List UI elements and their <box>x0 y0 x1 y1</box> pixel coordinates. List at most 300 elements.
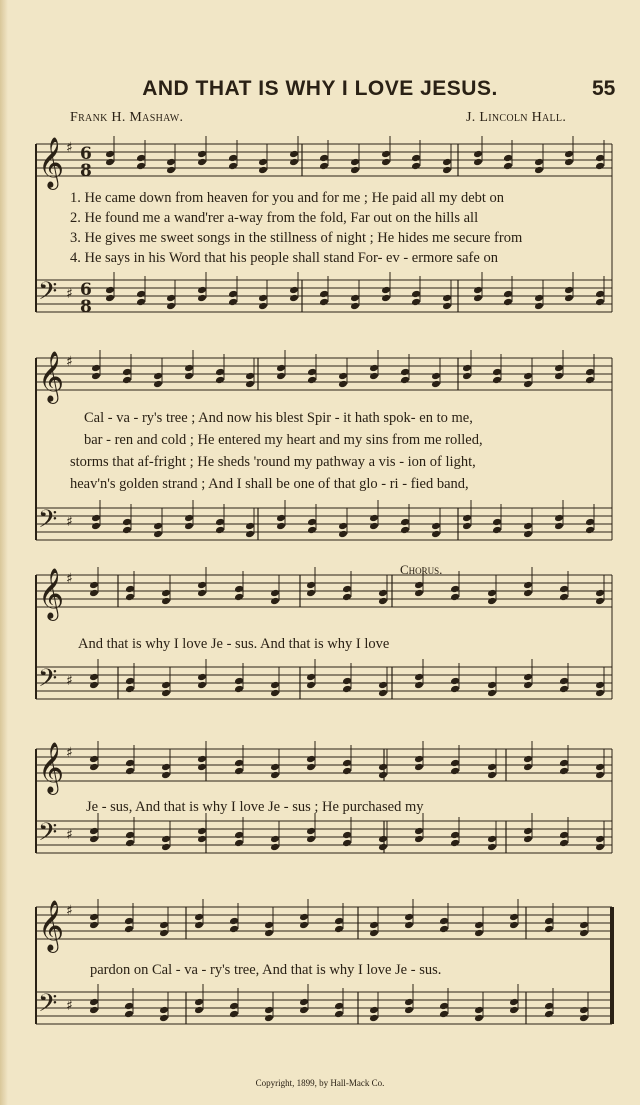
note-head <box>579 921 589 930</box>
note-head <box>184 372 194 381</box>
note-head <box>487 597 497 606</box>
note-head <box>245 530 255 539</box>
note-head <box>245 372 255 381</box>
note-head <box>161 763 171 772</box>
note-head <box>264 929 274 938</box>
note-head <box>105 294 115 303</box>
note-head <box>276 372 286 381</box>
verse-1-line-2: Cal - va - ry's tree ; And now his blest Spir - it hath spok- en to me, <box>84 410 473 426</box>
time-signature-bottom: 8 <box>80 297 92 317</box>
note-head <box>595 835 605 844</box>
note-head <box>122 376 132 385</box>
note-head <box>579 1014 589 1023</box>
note-head <box>369 514 379 523</box>
time-signature-top: 6 <box>80 144 92 164</box>
note-head <box>523 835 533 844</box>
note-head <box>534 166 544 175</box>
note-head <box>319 162 329 171</box>
note-head <box>595 681 605 690</box>
note-head <box>197 150 207 159</box>
note-head <box>306 673 316 682</box>
note-head <box>450 767 460 776</box>
note-head <box>559 685 569 694</box>
note-head <box>378 689 388 698</box>
music-system-2 <box>0 350 640 550</box>
note-head <box>306 681 316 690</box>
note-head <box>245 522 255 531</box>
note-head <box>487 835 497 844</box>
note-head <box>89 921 99 930</box>
note-head <box>534 294 544 303</box>
note-head <box>595 843 605 852</box>
note-head <box>442 158 452 167</box>
note-head <box>544 1002 554 1011</box>
note-head <box>153 530 163 539</box>
note-head <box>270 689 280 698</box>
note-head <box>276 364 286 373</box>
note-head <box>450 839 460 848</box>
note-head <box>270 681 280 690</box>
key-signature-sharp: ♯ <box>66 673 73 689</box>
note-head <box>184 514 194 523</box>
note-head <box>161 835 171 844</box>
note-head <box>523 530 533 539</box>
note-head <box>342 677 352 686</box>
note-head <box>136 162 146 171</box>
note-head <box>234 831 244 840</box>
note-head <box>473 158 483 167</box>
note-head <box>559 767 569 776</box>
note-head <box>124 917 134 926</box>
verse-2-line-1: 2. He found me a wand'rer a-way from the fold, Far out on the hills all <box>70 210 479 226</box>
note-head <box>197 158 207 167</box>
note-head <box>509 1006 519 1015</box>
note-head <box>342 839 352 848</box>
note-head <box>194 913 204 922</box>
note-head <box>319 298 329 307</box>
note-head <box>544 925 554 934</box>
bass-clef: 𝄢 <box>38 277 58 312</box>
note-head <box>585 518 595 527</box>
key-signature-sharp: ♯ <box>66 745 73 761</box>
chorus-line-3: pardon on Cal - va - ry's tree, And that is why I love Je - sus. <box>90 962 442 978</box>
note-head <box>258 166 268 175</box>
note-head <box>245 380 255 389</box>
note-head <box>381 294 391 303</box>
note-head <box>400 376 410 385</box>
note-head <box>585 526 595 535</box>
lyricist-credit: Frank H. Mashaw. <box>70 110 184 125</box>
note-head <box>400 368 410 377</box>
note-head <box>474 929 484 938</box>
note-head <box>487 681 497 690</box>
note-head <box>523 673 533 682</box>
note-head <box>125 585 135 594</box>
note-head <box>554 522 564 531</box>
note-head <box>258 294 268 303</box>
note-head <box>91 514 101 523</box>
note-head <box>258 158 268 167</box>
note-head <box>378 843 388 852</box>
note-head <box>450 677 460 686</box>
note-head <box>289 286 299 295</box>
note-head <box>306 835 316 844</box>
note-head <box>369 364 379 373</box>
note-head <box>559 593 569 602</box>
note-head <box>509 998 519 1007</box>
note-head <box>585 376 595 385</box>
note-head <box>474 1014 484 1023</box>
note-head <box>595 597 605 606</box>
note-head <box>89 913 99 922</box>
note-head <box>381 158 391 167</box>
note-head <box>559 831 569 840</box>
note-head <box>228 290 238 299</box>
note-head <box>579 929 589 938</box>
note-head <box>89 827 99 836</box>
note-head <box>473 286 483 295</box>
note-head <box>595 162 605 171</box>
note-head <box>523 589 533 598</box>
note-head <box>89 755 99 764</box>
key-signature-sharp: ♯ <box>66 514 73 530</box>
note-head <box>431 372 441 381</box>
note-head <box>306 581 316 590</box>
note-head <box>564 150 574 159</box>
note-head <box>153 372 163 381</box>
chorus-label: Chorus. <box>400 562 443 577</box>
note-head <box>369 1014 379 1023</box>
note-head <box>474 921 484 930</box>
note-head <box>414 763 424 772</box>
note-head <box>400 526 410 535</box>
note-head <box>125 831 135 840</box>
chorus-line-1: And that is why I love Je - sus. And that is why I love <box>78 636 390 652</box>
note-head <box>125 685 135 694</box>
note-head <box>122 368 132 377</box>
note-head <box>89 1006 99 1015</box>
note-head <box>595 154 605 163</box>
note-head <box>264 1006 274 1015</box>
note-head <box>595 689 605 698</box>
note-head <box>215 526 225 535</box>
note-head <box>319 154 329 163</box>
note-head <box>161 589 171 598</box>
note-head <box>338 380 348 389</box>
note-head <box>503 162 513 171</box>
note-head <box>534 158 544 167</box>
note-head <box>523 581 533 590</box>
note-head <box>523 522 533 531</box>
note-head <box>369 372 379 381</box>
note-head <box>503 298 513 307</box>
note-head <box>105 286 115 295</box>
note-head <box>414 827 424 836</box>
note-head <box>124 1010 134 1019</box>
note-head <box>234 767 244 776</box>
note-head <box>91 522 101 531</box>
note-head <box>439 917 449 926</box>
note-head <box>184 364 194 373</box>
note-head <box>89 673 99 682</box>
key-signature-sharp: ♯ <box>66 903 73 919</box>
note-head <box>229 917 239 926</box>
note-head <box>523 681 533 690</box>
note-head <box>299 921 309 930</box>
note-head <box>595 763 605 772</box>
note-head <box>523 827 533 836</box>
note-head <box>234 685 244 694</box>
note-head <box>523 372 533 381</box>
note-head <box>381 150 391 159</box>
note-head <box>400 518 410 527</box>
note-head <box>229 925 239 934</box>
note-head <box>307 526 317 535</box>
note-head <box>136 290 146 299</box>
verse-3-line-1: 3. He gives me sweet songs in the stillness of night ; He hides me secure from <box>70 230 523 246</box>
note-head <box>439 925 449 934</box>
note-head <box>194 921 204 930</box>
note-head <box>159 1014 169 1023</box>
note-head <box>378 597 388 606</box>
note-head <box>378 771 388 780</box>
verse-4-line-2: heav'n's golden strand ; And I shall be one of that glo - ri - fied band, <box>70 476 469 492</box>
note-head <box>159 1006 169 1015</box>
note-head <box>350 294 360 303</box>
note-head <box>276 514 286 523</box>
key-signature-sharp: ♯ <box>66 140 73 156</box>
note-head <box>215 518 225 527</box>
note-head <box>442 166 452 175</box>
treble-clef: 𝄞 <box>38 137 65 188</box>
note-head <box>431 380 441 389</box>
key-signature-sharp: ♯ <box>66 827 73 843</box>
note-head <box>91 364 101 373</box>
note-head <box>554 364 564 373</box>
note-head <box>439 1010 449 1019</box>
note-head <box>166 302 176 311</box>
note-head <box>559 677 569 686</box>
note-head <box>136 298 146 307</box>
bass-clef: 𝄢 <box>38 818 58 853</box>
bass-clef: 𝄢 <box>38 505 58 540</box>
note-head <box>414 589 424 598</box>
note-head <box>234 585 244 594</box>
note-head <box>338 530 348 539</box>
note-head <box>166 294 176 303</box>
note-head <box>378 681 388 690</box>
note-head <box>492 518 502 527</box>
note-head <box>166 166 176 175</box>
note-head <box>306 589 316 598</box>
note-head <box>234 839 244 848</box>
note-head <box>442 302 452 311</box>
note-head <box>450 593 460 602</box>
note-head <box>404 913 414 922</box>
note-head <box>276 522 286 531</box>
note-head <box>487 589 497 598</box>
note-head <box>503 290 513 299</box>
treble-clef: 𝄞 <box>38 900 65 951</box>
note-head <box>215 368 225 377</box>
note-head <box>161 681 171 690</box>
key-signature-sharp: ♯ <box>66 998 73 1014</box>
note-head <box>585 368 595 377</box>
note-head <box>378 763 388 772</box>
note-head <box>442 294 452 303</box>
note-head <box>215 376 225 385</box>
note-head <box>369 929 379 938</box>
note-head <box>338 522 348 531</box>
note-head <box>228 162 238 171</box>
note-head <box>487 689 497 698</box>
note-head <box>289 294 299 303</box>
note-head <box>414 581 424 590</box>
chorus-line-2: Je - sus, And that is why I love Je - sus ; He purchased my <box>86 799 424 815</box>
note-head <box>414 673 424 682</box>
note-head <box>234 593 244 602</box>
note-head <box>307 368 317 377</box>
note-head <box>534 302 544 311</box>
note-head <box>234 759 244 768</box>
note-head <box>161 597 171 606</box>
note-head <box>161 843 171 852</box>
note-head <box>307 376 317 385</box>
note-head <box>462 372 472 381</box>
composer-credit: J. Lincoln Hall. <box>466 110 567 125</box>
treble-clef: 𝄞 <box>38 568 65 619</box>
note-head <box>487 763 497 772</box>
note-head <box>450 685 460 694</box>
note-head <box>258 302 268 311</box>
note-head <box>381 286 391 295</box>
note-head <box>136 154 146 163</box>
note-head <box>334 917 344 926</box>
note-head <box>229 1002 239 1011</box>
note-head <box>89 998 99 1007</box>
key-signature-sharp: ♯ <box>66 286 73 302</box>
note-head <box>404 1006 414 1015</box>
note-head <box>492 368 502 377</box>
verse-1-line-1: 1. He came down from heaven for you and for me ; He paid all my debt on <box>70 190 505 206</box>
note-head <box>161 689 171 698</box>
note-head <box>289 158 299 167</box>
note-head <box>378 835 388 844</box>
note-head <box>89 835 99 844</box>
bass-clef: 𝄢 <box>38 989 58 1024</box>
note-head <box>197 581 207 590</box>
note-head <box>559 839 569 848</box>
note-head <box>307 518 317 527</box>
note-head <box>125 593 135 602</box>
note-head <box>411 298 421 307</box>
note-head <box>194 1006 204 1015</box>
note-head <box>487 771 497 780</box>
note-head <box>342 759 352 768</box>
note-head <box>414 835 424 844</box>
note-head <box>462 514 472 523</box>
note-head <box>523 380 533 389</box>
note-head <box>270 589 280 598</box>
note-head <box>264 921 274 930</box>
note-head <box>184 522 194 531</box>
note-head <box>270 835 280 844</box>
note-head <box>503 154 513 163</box>
note-head <box>342 593 352 602</box>
note-head <box>342 585 352 594</box>
key-signature-sharp: ♯ <box>66 571 73 587</box>
note-head <box>559 759 569 768</box>
note-head <box>462 522 472 531</box>
note-head <box>564 158 574 167</box>
note-head <box>91 372 101 381</box>
time-signature-top: 6 <box>80 280 92 300</box>
note-head <box>299 913 309 922</box>
treble-clef: 𝄞 <box>38 742 65 793</box>
note-head <box>125 839 135 848</box>
note-head <box>411 162 421 171</box>
note-head <box>125 767 135 776</box>
note-head <box>473 150 483 159</box>
note-head <box>228 298 238 307</box>
note-head <box>197 681 207 690</box>
note-head <box>289 150 299 159</box>
note-head <box>487 843 497 852</box>
note-head <box>378 589 388 598</box>
note-head <box>595 771 605 780</box>
note-head <box>595 290 605 299</box>
note-head <box>334 1002 344 1011</box>
note-head <box>124 1002 134 1011</box>
bass-clef: 𝄢 <box>38 664 58 699</box>
note-head <box>342 831 352 840</box>
note-head <box>197 286 207 295</box>
time-signature-bottom: 8 <box>80 161 92 181</box>
note-head <box>270 771 280 780</box>
note-head <box>194 998 204 1007</box>
note-head <box>554 372 564 381</box>
note-head <box>338 372 348 381</box>
note-head <box>159 921 169 930</box>
note-head <box>439 1002 449 1011</box>
note-head <box>342 685 352 694</box>
note-head <box>450 831 460 840</box>
note-head <box>124 925 134 934</box>
note-head <box>89 681 99 690</box>
note-head <box>122 518 132 527</box>
note-head <box>554 514 564 523</box>
note-head <box>544 1010 554 1019</box>
note-head <box>450 585 460 594</box>
note-head <box>125 759 135 768</box>
note-head <box>369 522 379 531</box>
note-head <box>462 364 472 373</box>
note-head <box>105 158 115 167</box>
note-head <box>404 921 414 930</box>
note-head <box>564 286 574 295</box>
note-head <box>450 759 460 768</box>
note-head <box>197 589 207 598</box>
note-head <box>153 380 163 389</box>
treble-clef: 𝄞 <box>38 351 65 402</box>
verse-2-line-2: bar - ren and cold ; He entered my heart and my sins from me rolled, <box>84 432 483 448</box>
note-head <box>299 1006 309 1015</box>
note-head <box>473 294 483 303</box>
note-head <box>306 763 316 772</box>
note-head <box>197 673 207 682</box>
note-head <box>369 921 379 930</box>
note-head <box>229 1010 239 1019</box>
